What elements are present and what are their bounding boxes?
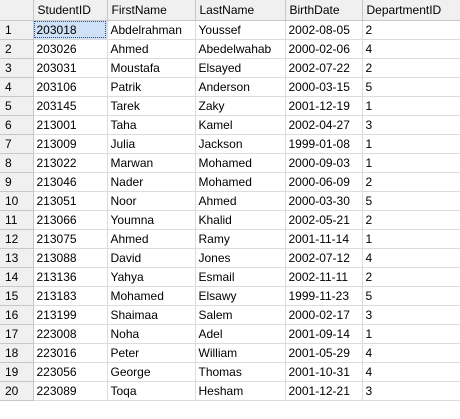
- lastname-cell[interactable]: Youssef: [195, 20, 285, 39]
- row-number-header[interactable]: 8: [0, 153, 33, 172]
- row-number-header[interactable]: 13: [0, 248, 33, 267]
- birthdate-cell[interactable]: 2002-07-12: [285, 248, 362, 267]
- row-number-header[interactable]: 11: [0, 210, 33, 229]
- studentid-cell[interactable]: 203031: [33, 58, 107, 77]
- firstname-cell[interactable]: Ahmed: [107, 229, 195, 248]
- firstname-cell[interactable]: Yahya: [107, 267, 195, 286]
- grid-body: [0, 20, 460, 400]
- row-number-header[interactable]: 20: [0, 381, 33, 400]
- lastname-cell[interactable]: Jones: [195, 248, 285, 267]
- lastname-cell[interactable]: William: [195, 343, 285, 362]
- row-number-header[interactable]: 15: [0, 286, 33, 305]
- row-number-header[interactable]: 5: [0, 96, 33, 115]
- row-number-header[interactable]: 16: [0, 305, 33, 324]
- table-row[interactable]: [0, 134, 460, 153]
- row-number-header[interactable]: 9: [0, 172, 33, 191]
- studentid-cell[interactable]: 213075: [33, 229, 107, 248]
- birthdate-cell[interactable]: 2000-02-06: [285, 39, 362, 58]
- departmentid-cell[interactable]: 4: [362, 362, 460, 381]
- header-row: [0, 0, 460, 20]
- row-number-header[interactable]: 19: [0, 362, 33, 381]
- select-all-corner[interactable]: [0, 0, 33, 20]
- lastname-cell[interactable]: Zaky: [195, 96, 285, 115]
- departmentid-cell[interactable]: 2: [362, 210, 460, 229]
- departmentid-cell[interactable]: 3: [362, 305, 460, 324]
- table-row[interactable]: [0, 381, 460, 400]
- birthdate-cell[interactable]: 2001-12-19: [285, 96, 362, 115]
- birthdate-cell[interactable]: 2001-09-14: [285, 324, 362, 343]
- departmentid-cell[interactable]: 5: [362, 286, 460, 305]
- row-number-header[interactable]: 1: [0, 20, 33, 39]
- table-row[interactable]: [0, 305, 460, 324]
- row-number-header[interactable]: 7: [0, 134, 33, 153]
- lastname-cell[interactable]: Ramy: [195, 229, 285, 248]
- firstname-cell[interactable]: Abdelrahman: [107, 20, 195, 39]
- table-row[interactable]: [0, 286, 460, 305]
- studentid-cell[interactable]: 223056: [33, 362, 107, 381]
- firstname-cell[interactable]: George: [107, 362, 195, 381]
- birthdate-cell[interactable]: 2001-05-29: [285, 343, 362, 362]
- firstname-cell[interactable]: Noha: [107, 324, 195, 343]
- firstname-cell[interactable]: Noor: [107, 191, 195, 210]
- lastname-cell[interactable]: Khalid: [195, 210, 285, 229]
- row-number-header[interactable]: 14: [0, 267, 33, 286]
- table-row[interactable]: [0, 229, 460, 248]
- table-row[interactable]: [0, 210, 460, 229]
- birthdate-cell[interactable]: 2002-11-11: [285, 267, 362, 286]
- row-number-header[interactable]: 18: [0, 343, 33, 362]
- firstname-cell[interactable]: Patrik: [107, 77, 195, 96]
- birthdate-cell[interactable]: 2001-10-31: [285, 362, 362, 381]
- lastname-cell[interactable]: Abedelwahab: [195, 39, 285, 58]
- departmentid-cell[interactable]: 1: [362, 324, 460, 343]
- firstname-cell[interactable]: Tarek: [107, 96, 195, 115]
- studentid-cell[interactable]: 213136: [33, 267, 107, 286]
- row-number-header[interactable]: 4: [0, 77, 33, 96]
- lastname-cell[interactable]: Elsawy: [195, 286, 285, 305]
- table-row[interactable]: [0, 20, 460, 39]
- departmentid-cell[interactable]: 5: [362, 77, 460, 96]
- departmentid-cell[interactable]: 2: [362, 172, 460, 191]
- departmentid-cell[interactable]: 4: [362, 248, 460, 267]
- birthdate-cell[interactable]: 2000-03-30: [285, 191, 362, 210]
- studentid-cell[interactable]: 223016: [33, 343, 107, 362]
- studentid-cell[interactable]: 213199: [33, 305, 107, 324]
- departmentid-cell[interactable]: 2: [362, 58, 460, 77]
- row-number-header[interactable]: 10: [0, 191, 33, 210]
- lastname-cell[interactable]: Mohamed: [195, 172, 285, 191]
- firstname-cell[interactable]: Mohamed: [107, 286, 195, 305]
- firstname-cell[interactable]: Shaimaa: [107, 305, 195, 324]
- studentid-cell[interactable]: 203018: [33, 20, 107, 39]
- studentid-cell[interactable]: 213183: [33, 286, 107, 305]
- row-number-header[interactable]: 6: [0, 115, 33, 134]
- studentid-cell[interactable]: 213066: [33, 210, 107, 229]
- firstname-cell[interactable]: Youmna: [107, 210, 195, 229]
- departmentid-cell[interactable]: 5: [362, 191, 460, 210]
- firstname-cell[interactable]: Toqa: [107, 381, 195, 400]
- departmentid-cell[interactable]: 2: [362, 267, 460, 286]
- table-row[interactable]: [0, 267, 460, 286]
- firstname-cell[interactable]: Taha: [107, 115, 195, 134]
- firstname-cell[interactable]: Ahmed: [107, 39, 195, 58]
- column-header-firstname[interactable]: FirstName: [107, 0, 195, 20]
- lastname-cell[interactable]: Ahmed: [195, 191, 285, 210]
- lastname-cell[interactable]: Hesham: [195, 381, 285, 400]
- lastname-cell[interactable]: Kamel: [195, 115, 285, 134]
- lastname-cell[interactable]: Anderson: [195, 77, 285, 96]
- table-row[interactable]: [0, 324, 460, 343]
- lastname-cell[interactable]: Thomas: [195, 362, 285, 381]
- lastname-cell[interactable]: Adel: [195, 324, 285, 343]
- birthdate-cell[interactable]: 2000-06-09: [285, 172, 362, 191]
- studentid-cell[interactable]: 223089: [33, 381, 107, 400]
- birthdate-cell[interactable]: 2001-11-14: [285, 229, 362, 248]
- table-row[interactable]: [0, 343, 460, 362]
- table-row[interactable]: [0, 172, 460, 191]
- studentid-cell[interactable]: 213009: [33, 134, 107, 153]
- birthdate-cell[interactable]: 2000-03-15: [285, 77, 362, 96]
- departmentid-cell[interactable]: 4: [362, 343, 460, 362]
- studentid-cell[interactable]: 203145: [33, 96, 107, 115]
- table-row[interactable]: [0, 115, 460, 134]
- table-row[interactable]: [0, 153, 460, 172]
- column-header-birthdate[interactable]: BirthDate: [285, 0, 362, 20]
- birthdate-cell[interactable]: 1999-11-23: [285, 286, 362, 305]
- row-number-header[interactable]: 3: [0, 58, 33, 77]
- departmentid-cell[interactable]: 1: [362, 153, 460, 172]
- birthdate-cell[interactable]: 2002-07-22: [285, 58, 362, 77]
- table-row[interactable]: [0, 96, 460, 115]
- studentid-cell[interactable]: 213046: [33, 172, 107, 191]
- birthdate-cell[interactable]: 2002-08-05: [285, 20, 362, 39]
- firstname-cell[interactable]: Marwan: [107, 153, 195, 172]
- column-header-lastname[interactable]: LastName: [195, 0, 285, 20]
- studentid-cell[interactable]: 203106: [33, 77, 107, 96]
- birthdate-cell[interactable]: 1999-01-08: [285, 134, 362, 153]
- departmentid-cell[interactable]: 2: [362, 20, 460, 39]
- lastname-cell[interactable]: Salem: [195, 305, 285, 324]
- departmentid-cell[interactable]: 1: [362, 96, 460, 115]
- firstname-cell[interactable]: Moustafa: [107, 58, 195, 77]
- firstname-cell[interactable]: Julia: [107, 134, 195, 153]
- studentid-cell[interactable]: 223008: [33, 324, 107, 343]
- studentid-cell[interactable]: 213088: [33, 248, 107, 267]
- firstname-cell[interactable]: Peter: [107, 343, 195, 362]
- departmentid-cell[interactable]: 3: [362, 115, 460, 134]
- row-number-header[interactable]: 2: [0, 39, 33, 58]
- birthdate-cell[interactable]: 2002-05-21: [285, 210, 362, 229]
- birthdate-cell[interactable]: 2000-02-17: [285, 305, 362, 324]
- row-number-header[interactable]: 17: [0, 324, 33, 343]
- table-row[interactable]: [0, 248, 460, 267]
- studentid-cell[interactable]: 213051: [33, 191, 107, 210]
- table-row[interactable]: [0, 362, 460, 381]
- table-row[interactable]: [0, 77, 460, 96]
- birthdate-cell[interactable]: 2001-12-21: [285, 381, 362, 400]
- lastname-cell[interactable]: Esmail: [195, 267, 285, 286]
- column-header-departmentid[interactable]: DepartmentID: [362, 0, 460, 20]
- firstname-cell[interactable]: Nader: [107, 172, 195, 191]
- studentid-cell[interactable]: 213022: [33, 153, 107, 172]
- table-row[interactable]: [0, 58, 460, 77]
- firstname-cell[interactable]: David: [107, 248, 195, 267]
- column-header-studentid[interactable]: StudentID: [33, 0, 107, 20]
- departmentid-cell[interactable]: 1: [362, 134, 460, 153]
- table-row[interactable]: [0, 191, 460, 210]
- row-number-header[interactable]: 12: [0, 229, 33, 248]
- departmentid-cell[interactable]: 1: [362, 229, 460, 248]
- lastname-cell[interactable]: Elsayed: [195, 58, 285, 77]
- studentid-cell[interactable]: 203026: [33, 39, 107, 58]
- birthdate-cell[interactable]: 2002-04-27: [285, 115, 362, 134]
- studentid-cell[interactable]: 213001: [33, 115, 107, 134]
- table-row[interactable]: [0, 39, 460, 58]
- departmentid-cell[interactable]: 4: [362, 39, 460, 58]
- lastname-cell[interactable]: Jackson: [195, 134, 285, 153]
- lastname-cell[interactable]: Mohamed: [195, 153, 285, 172]
- birthdate-cell[interactable]: 2000-09-03: [285, 153, 362, 172]
- departmentid-cell[interactable]: 3: [362, 381, 460, 400]
